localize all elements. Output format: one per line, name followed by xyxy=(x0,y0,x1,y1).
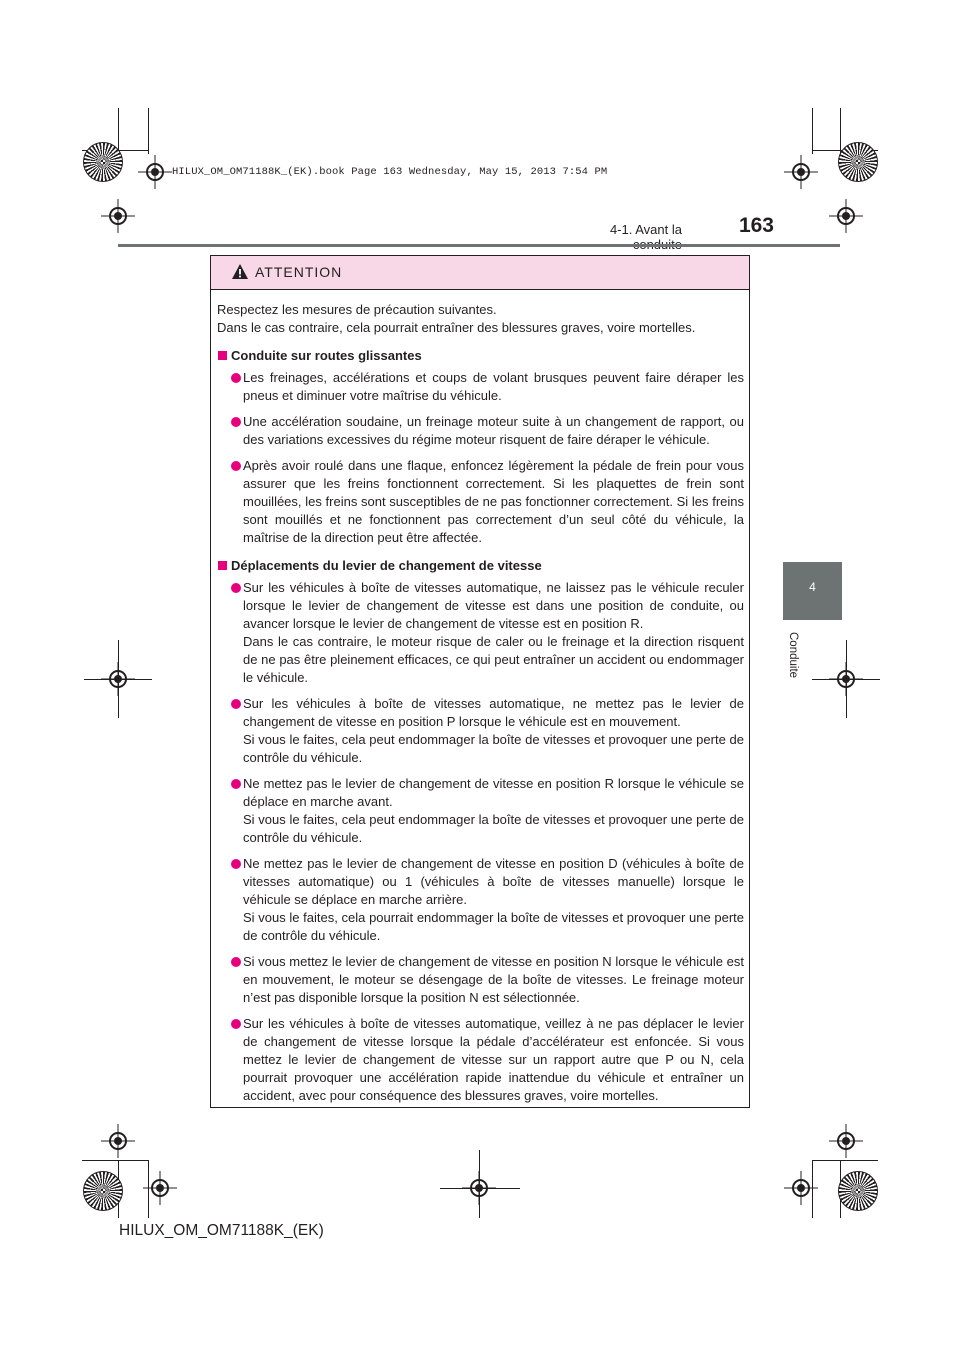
intro-line: Dans le cas contraire, cela pourrait entraîner des blessures graves, voire mortelles. xyxy=(217,320,696,335)
warning-body xyxy=(217,301,744,1105)
registration-mark-icon xyxy=(101,1124,135,1158)
registration-mark-icon xyxy=(101,199,135,233)
registration-mark-icon xyxy=(138,155,172,189)
bullet-item xyxy=(217,695,744,767)
warning-header xyxy=(211,256,749,290)
chapter-tab xyxy=(783,562,842,620)
bullet-paragraph: Si vous le faites, cela peut endommager la boîte de vitesses et provoquer une perte de contrôle du véhicule. xyxy=(243,812,744,845)
crop-line xyxy=(148,108,149,154)
crop-line xyxy=(82,1160,148,1161)
crop-line xyxy=(812,108,813,154)
section-heading: Conduite sur routes glissantes xyxy=(217,347,744,365)
footer-model-code: HILUX_OM_OM71188K_(EK) xyxy=(119,1222,324,1239)
bullet-paragraph: Sur les véhicules à boîte de vitesses automatique, veillez à ne pas déplacer le levier de changement de vitesse lorsque la pédale d’accélérateur est enfoncée. Si vous mettez le levier de changement de vitesse sur un rapport autre que P ou N, cela pourrait provoquer une accélération rapide inattendue du véhicule et entraîner un accident, avec pour conséquence des blessures graves, voire mortelles. xyxy=(243,1016,744,1103)
registration-mark-icon xyxy=(784,155,818,189)
bullet-item xyxy=(217,953,744,1007)
intro-line: Respectez les mesures de précaution suivantes. xyxy=(217,302,497,317)
registration-mark-icon xyxy=(829,199,863,233)
crop-line xyxy=(118,640,119,718)
bullet-paragraph: Si vous mettez le levier de changement de vitesse en position N lorsque le véhicule est en mouvement, le moteur se désengage de la boîte de vitesses. Le freinage moteur n’est pas disponible lorsque la position N est sélectionnée. xyxy=(243,954,744,1005)
section-title: 4-1. Avant la xyxy=(609,222,682,237)
registration-mark-icon xyxy=(829,1124,863,1158)
page-number: 163 xyxy=(738,214,774,237)
crop-line xyxy=(479,1150,480,1218)
crop-line xyxy=(840,108,841,154)
crop-line xyxy=(440,1188,520,1189)
section-heading: Déplacements du levier de changement de vitesse xyxy=(217,557,744,575)
registration-mark-icon xyxy=(784,1171,818,1205)
warning-title: ATTENTION xyxy=(255,264,343,280)
bullet-paragraph: Si vous le faites, cela pourrait endommager la boîte de vitesses et provoquer une perte de contrôle du véhicule. xyxy=(243,910,744,943)
bullet-paragraph: Les freinages, accélérations et coups de volant brusques peuvent faire déraper les pneus et diminuer votre maîtrise du véhicule. xyxy=(243,370,744,403)
bullet-item xyxy=(217,855,744,945)
file-stamp: HILUX_OM_OM71188K_(EK).book Page 163 Wednesday, May 15, 2013 7:54 PM xyxy=(172,166,608,178)
sunburst-mark-icon xyxy=(838,142,878,182)
bullet-paragraph: Après avoir roulé dans une flaque, enfoncez légèrement la pédale de frein pour vous assurer que les freins fonctionnent correctement. Si les plaquettes de frein sont mouillées, les freins sont susceptibles de ne pas fonctionner correctement. Si les freins sont mouillés et ne fonctionnent pas correctement d’un seul côté du véhicule, la maîtrise de la direction peut être affectée. xyxy=(243,458,744,545)
chapter-label-container xyxy=(781,630,801,690)
bullet-paragraph: Si vous le faites, cela peut endommager la boîte de vitesses et provoquer une perte de contrôle du véhicule. xyxy=(243,732,744,765)
header-rule xyxy=(118,244,840,247)
crop-line xyxy=(846,640,847,718)
chapter-label: Conduite xyxy=(787,632,799,679)
warning-box xyxy=(210,255,750,1108)
bullet-paragraph: Sur les véhicules à boîte de vitesses automatique, ne laissez pas le véhicule reculer lorsque le levier de changement de vitesse est dans une position de conduite, ou avancer lorsque le levier de changement de vitesse est en position R. xyxy=(243,580,744,631)
bullet-paragraph: Sur les véhicules à boîte de vitesses automatique, ne mettez pas le levier de changement de vitesse en position P lorsque le véhicule est en mouvement. xyxy=(243,696,744,729)
sunburst-mark-icon xyxy=(83,1171,123,1211)
chapter-number: 4 xyxy=(809,580,816,594)
bullet-item xyxy=(217,775,744,847)
bullet-paragraph: Ne mettez pas le levier de changement de vitesse en position R lorsque le véhicule se déplace en marche avant. xyxy=(243,776,744,809)
crop-line xyxy=(118,108,119,154)
warning-intro xyxy=(217,301,744,337)
bullet-item xyxy=(217,457,744,547)
bullet-item xyxy=(217,1015,744,1105)
bullet-paragraph: Dans le cas contraire, le moteur risque de caler ou le freinage et la direction risquent de ne pas être pleinement efficaces, ce qui peut entraîner un accident ou endommager le véhicule. xyxy=(243,634,744,685)
bullet-item xyxy=(217,579,744,687)
sunburst-mark-icon xyxy=(838,1171,878,1211)
crop-line xyxy=(812,1160,878,1161)
bullet-item xyxy=(217,369,744,405)
warning-triangle-icon xyxy=(231,263,249,280)
sunburst-mark-icon xyxy=(83,142,123,182)
bullet-paragraph: Ne mettez pas le levier de changement de vitesse en position D (véhicules à boîte de vitesses automatique) ou 1 (véhicules à boîte de vitesses manuelle) lorsque le véhicule se déplace en marche arrière. xyxy=(243,856,744,907)
registration-mark-icon xyxy=(143,1171,177,1205)
bullet-paragraph: Une accélération soudaine, un freinage moteur suite à un changement de rapport, ou des variations excessives du régime moteur risquent de faire déraper le véhicule. xyxy=(243,414,744,447)
bullet-item xyxy=(217,413,744,449)
